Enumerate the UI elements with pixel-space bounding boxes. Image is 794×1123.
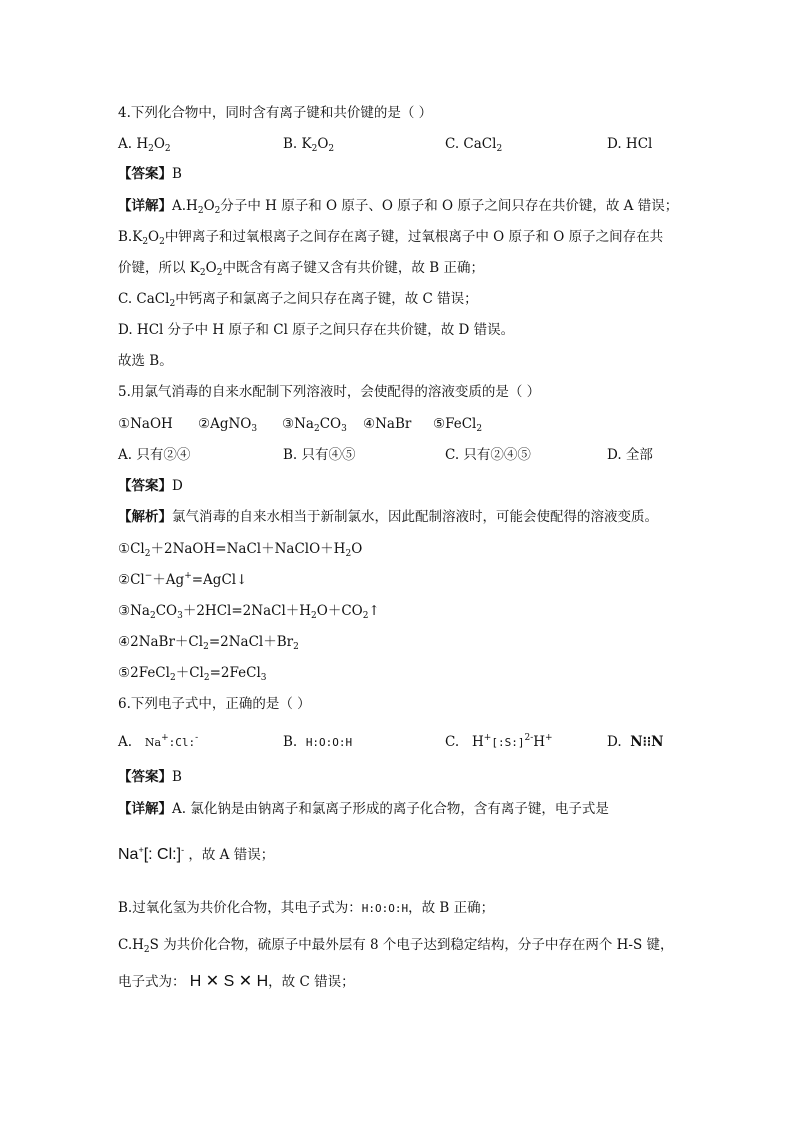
q6-option-a: A. Na+:Cl:- (118, 733, 199, 750)
q4-answer: 【答案】B (118, 166, 182, 182)
q5-equation-4: $④2NaBr+Cl_2=2NaCl+Br_2$ (118, 634, 299, 652)
q6-option-b: B. H:O:O:H (283, 734, 353, 750)
q5-stem: 5.用氯气消毒的自来水配制下列溶液时，会使配得的溶液变质的是（ ） (118, 384, 541, 400)
q6-detail-line-3: B.过氧化氢为共价化合物，其电子式为：H:O:O:H，故 B 正确； (118, 900, 495, 916)
q5-equation-5: $⑤2FeCl_2+Cl_2=2FeCl_3$ (118, 665, 267, 683)
q4-option-b: B. $K_2O_2$ (283, 136, 335, 154)
lewis-structure-n2: N⁝⁝N (630, 734, 664, 750)
lewis-structure-h2o2-detail: H:O:O:H (361, 902, 409, 915)
q5-item-4: ④NaBr (363, 416, 412, 432)
q6-detail-line-5: 电子式为： H ✕ S ✕ H，故 C 错误； (118, 973, 355, 990)
q4-option-d: D. HCl (607, 136, 653, 152)
lewis-structure-h2s: H ✕ S ✕ H (189, 973, 269, 990)
q4-detail-line-3: 价键，所以 $K_2O_2$中既含有离子键又含有共价键，故 B 正确； (118, 260, 484, 278)
q5-option-d: D. 全部 (607, 447, 653, 463)
lewis-structure-nacl: Na+[: Cl:]- (118, 845, 185, 863)
q6-detail-line-1: 【详解】A. 氯化钠是由钠离子和氯离子形成的离子化合物，含有离子键，电子式是 (118, 801, 609, 817)
q4-stem: 4.下列化合物中，同时含有离子键和共价键的是（ ） (118, 105, 433, 121)
q4-option-c: C. CaCl$_2$ (445, 136, 503, 154)
q4-detail-line-4: C. CaCl$_2$中钙离子和氯离子之间只存在离子键，故 C 错误； (118, 291, 478, 309)
q6-detail-line-4: $C.H_2S$ 为共价化合物，硫原子中最外层有 8 个电子达到稳定结构，分子中存在两个 H-S 键， (118, 937, 674, 955)
q5-answer: 【答案】D (118, 478, 183, 494)
q5-option-c: C. 只有②④⑤ (445, 447, 531, 463)
q5-equation-3: $③Na_2CO_3+2HCl=2NaCl+H_2O+CO_2↑$ (118, 603, 380, 621)
q6-stem: 6.下列电子式中，正确的是（ ） (118, 696, 311, 712)
q5-analysis: 【解析】氯气消毒的自来水相当于新制氯水，因此配制溶液时，可能会使配得的溶液变质。 (118, 509, 658, 525)
q5-item-1: ①NaOH (118, 416, 173, 432)
q5-item-2: ②AgNO$_3$ (198, 416, 258, 434)
q5-equation-2: ②Cl−＋Ag+=AgCl↓ (118, 571, 248, 588)
q6-option-c: C. H+[:S:]$^{2-}$H+ (445, 733, 553, 750)
q6-detail-line-2: Na+[: Cl:]- ，故 A 错误； (118, 845, 275, 863)
q4-detail-line-1: 【详解】$A.H_2O_2$分子中 H 原子和 O 原子、O 原子和 O 原子之间只存在共价键，故 A 错误； (118, 198, 679, 216)
q5-option-b: B. 只有④⑤ (283, 447, 356, 463)
q4-conclusion: 故选 B。 (118, 353, 173, 369)
q4-option-a: A. $H_2O_2$ (118, 136, 171, 154)
q6-answer: 【答案】B (118, 769, 182, 785)
q4-detail-line-5: D. HCl 分子中 H 原子和 Cl 原子之间只存在共价键，故 D 错误。 (118, 322, 515, 338)
lewis-structure-h2o2: H:O:O:H (305, 736, 353, 749)
q5-item-5: ⑤FeCl$_2$ (433, 416, 483, 434)
q6-option-d: D. N⁝⁝N (607, 734, 664, 750)
q4-detail-line-2: $B.K_2O_2$中钾离子和过氧根离子之间存在离子键，过氧根离子中 O 原子和 O 原子之间存在共 (118, 229, 664, 247)
q5-equation-1: $①Cl_2+2NaOH=NaCl+NaClO+H_2O$ (118, 541, 363, 559)
q5-item-3: $③Na_2CO_3$ (282, 416, 347, 434)
q5-option-a: A. 只有②④ (118, 447, 191, 463)
